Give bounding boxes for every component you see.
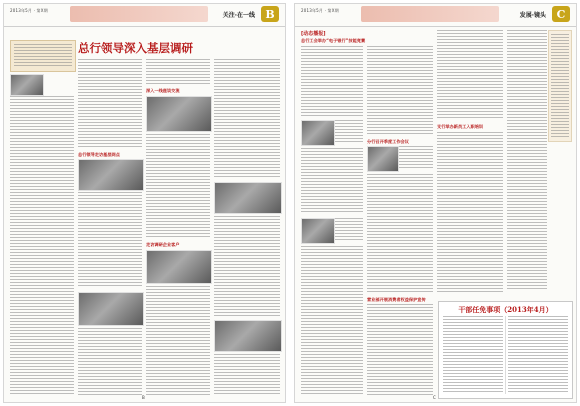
news-column-3b [437, 132, 503, 292]
sidebar-box [548, 30, 572, 142]
left-page-number: B [142, 395, 145, 400]
article-column-2c [78, 328, 142, 396]
right-subhead-2: 分行召开季度工作会议 [367, 139, 409, 144]
news-photo [301, 120, 335, 146]
article-column-4a [214, 59, 280, 179]
news-column-2a [367, 46, 433, 136]
news-column-2c [367, 174, 433, 294]
cadre-list-right [508, 316, 568, 394]
right-section-name: 发展·镜头 [519, 12, 546, 19]
right-subhead-1: 总行工会举办“电子银行”技能竞赛 [301, 38, 366, 43]
right-issue-meta: 2013年5月 · 第X期 [301, 8, 339, 13]
left-subhead-2: 深入一线座谈交流 [146, 88, 180, 93]
right-subhead-3: 营业部开展消费者权益保护宣传 [367, 297, 426, 302]
left-page-badge: B [261, 6, 279, 22]
article-photo [146, 250, 212, 284]
right-newspaper-page [294, 3, 577, 403]
news-photo [301, 218, 335, 244]
right-page-badge: C [552, 6, 570, 22]
news-column-3a [437, 30, 503, 120]
article-column-4b [214, 216, 280, 316]
article-column-3a [146, 59, 210, 85]
article-column-3b [146, 134, 210, 238]
left-issue-meta: 2013年5月 · 第X期 [10, 8, 48, 13]
article-photo [214, 320, 282, 352]
news-column-1d [335, 218, 363, 242]
main-headline: 总行领导深入基层调研 [78, 41, 193, 55]
left-section-name: 关注·在一线 [222, 12, 255, 19]
article-photo [146, 96, 212, 132]
right-page-header [295, 4, 576, 27]
news-column-2b [399, 146, 433, 170]
cadre-list-left [443, 316, 503, 394]
news-column-1a [301, 46, 363, 116]
article-column-2a [78, 59, 142, 149]
news-column-1b [335, 120, 363, 144]
article-photo [214, 182, 282, 214]
column-divider [505, 316, 506, 394]
article-column-1 [10, 96, 74, 396]
news-column-2d [367, 304, 433, 396]
news-column-4 [507, 30, 547, 290]
news-column-1e [301, 246, 363, 396]
lead-summary-box [10, 40, 76, 72]
article-photo [78, 159, 144, 191]
article-column-2b [78, 192, 142, 288]
article-photo [78, 292, 144, 326]
news-photo [367, 146, 399, 172]
right-subhead-4: 支行举办新员工入职培训 [437, 124, 484, 129]
article-column-4c [214, 354, 280, 396]
left-newspaper-page [3, 3, 286, 403]
article-photo [10, 74, 44, 96]
left-page-header [4, 4, 285, 27]
left-header-banner [70, 6, 208, 22]
lead-summary-text [14, 44, 72, 68]
news-column-1c [301, 148, 363, 214]
cadre-table-title: 干部任免事项（2013年4月） [458, 305, 553, 314]
right-page-number: C [433, 395, 436, 400]
left-subhead-1: 总行领导走访基层网点 [78, 152, 120, 157]
right-header-banner [361, 6, 499, 22]
news-column-head: [动态播报] [301, 31, 326, 37]
article-column-3c [146, 286, 210, 396]
sidebar-text [551, 34, 569, 138]
cadre-appointment-table [438, 301, 573, 399]
left-subhead-3: 走访调研企业客户 [146, 242, 180, 247]
